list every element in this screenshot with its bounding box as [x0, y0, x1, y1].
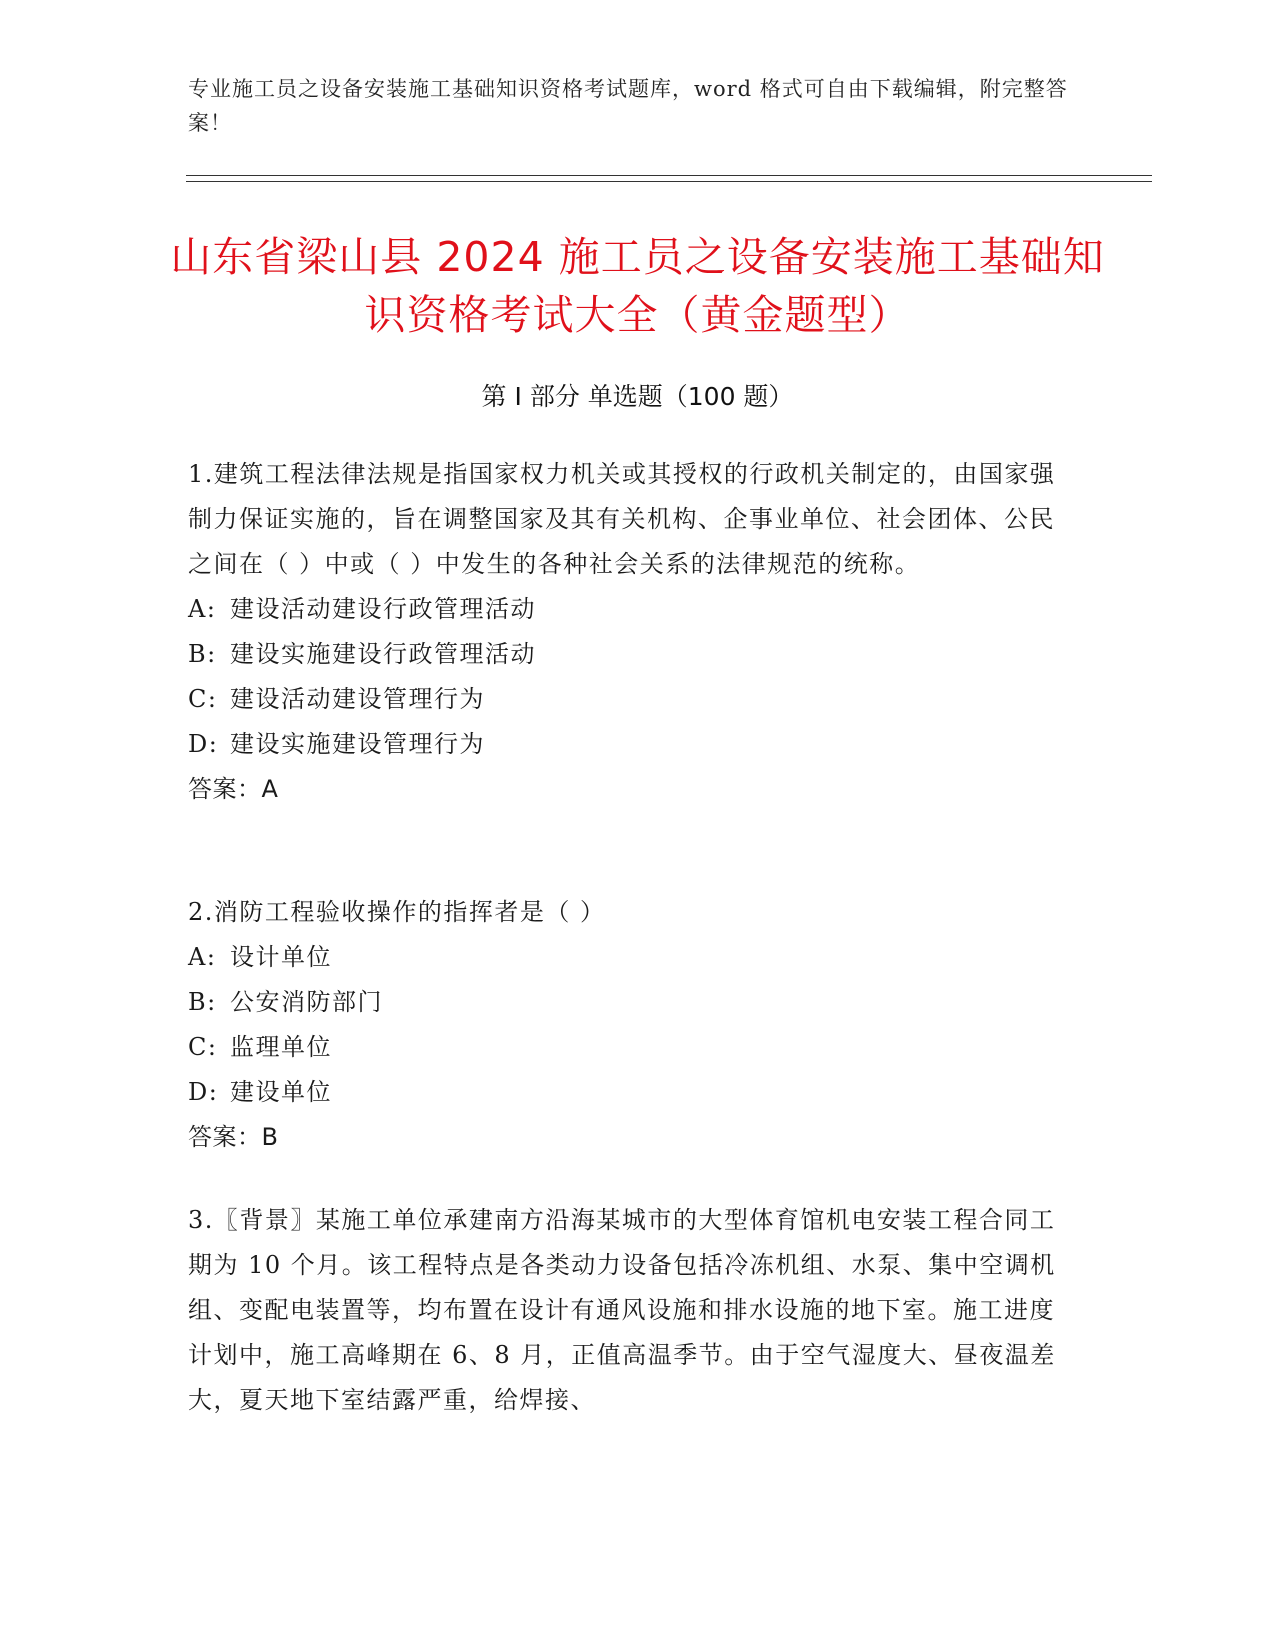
option-a [188, 587, 1068, 632]
option-d [188, 1070, 1068, 1115]
question-2 [188, 890, 1068, 1160]
question-3 [188, 1198, 1068, 1423]
option-key: B: [188, 640, 217, 668]
question-stem: 1.建筑工程法律法规是指国家权力机关或其授权的行政机关制定的，由国家强制力保证实施的，旨在调整国家及其有关机构、企事业单位、社会团体、公民之间在（ ）中或（ ）中发生的各种社会关系的法律规范的统称。 [188, 460, 1056, 578]
option-text: 建设活动建设行政管理活动 [230, 595, 536, 623]
option-key: A: [188, 595, 217, 623]
option-text: 建设活动建设管理行为 [230, 685, 485, 713]
option-key: D: [188, 1078, 219, 1106]
option-text: 建设单位 [230, 1078, 332, 1106]
option-text: 公安消防部门 [230, 988, 383, 1016]
question-stem: 3.〖背景〗某施工单位承建南方沿海某城市的大型体育馆机电安装工程合同工期为 10 个月。该工程特点是各类动力设备包括冷冻机组、水泵、集中空调机组、变配电装置等，均布置在设计有通风设施和排水设施的地下室。施工进度计划中，施工高峰期在 6、8 月，正值高温季节。由于空气湿度大、昼夜温差大，夏天地下室结露严重，给焊接、 [188, 1206, 1056, 1414]
option-key: B: [188, 988, 217, 1016]
option-key: C: [188, 1033, 218, 1061]
option-key: A: [188, 943, 217, 971]
question-1 [188, 452, 1068, 812]
option-text: 建设实施建设管理行为 [230, 730, 485, 758]
option-a [188, 935, 1068, 980]
question-stem: 2.消防工程验收操作的指挥者是（ ） [188, 898, 606, 926]
option-b [188, 980, 1068, 1025]
option-d [188, 722, 1068, 767]
option-key: C: [188, 685, 218, 713]
document-title: 山东省梁山县 2024 施工员之设备安装施工基础知识资格考试大全（黄金题型） [170, 233, 1105, 339]
option-b [188, 632, 1068, 677]
header-note: 专业施工员之设备安装施工基础知识资格考试题库，word 格式可自由下载编辑，附完整答案！ [188, 77, 1068, 135]
option-c [188, 1025, 1068, 1070]
option-text: 设计单位 [230, 943, 332, 971]
header-divider [186, 175, 1152, 182]
answer-line: 答案：B [188, 1123, 279, 1151]
answer-line: 答案：A [188, 775, 279, 803]
section-heading: 第 I 部分 单选题（100 题） [481, 382, 794, 411]
option-text: 建设实施建设行政管理活动 [230, 640, 536, 668]
option-c [188, 677, 1068, 722]
option-text: 监理单位 [230, 1033, 332, 1061]
option-key: D: [188, 730, 219, 758]
